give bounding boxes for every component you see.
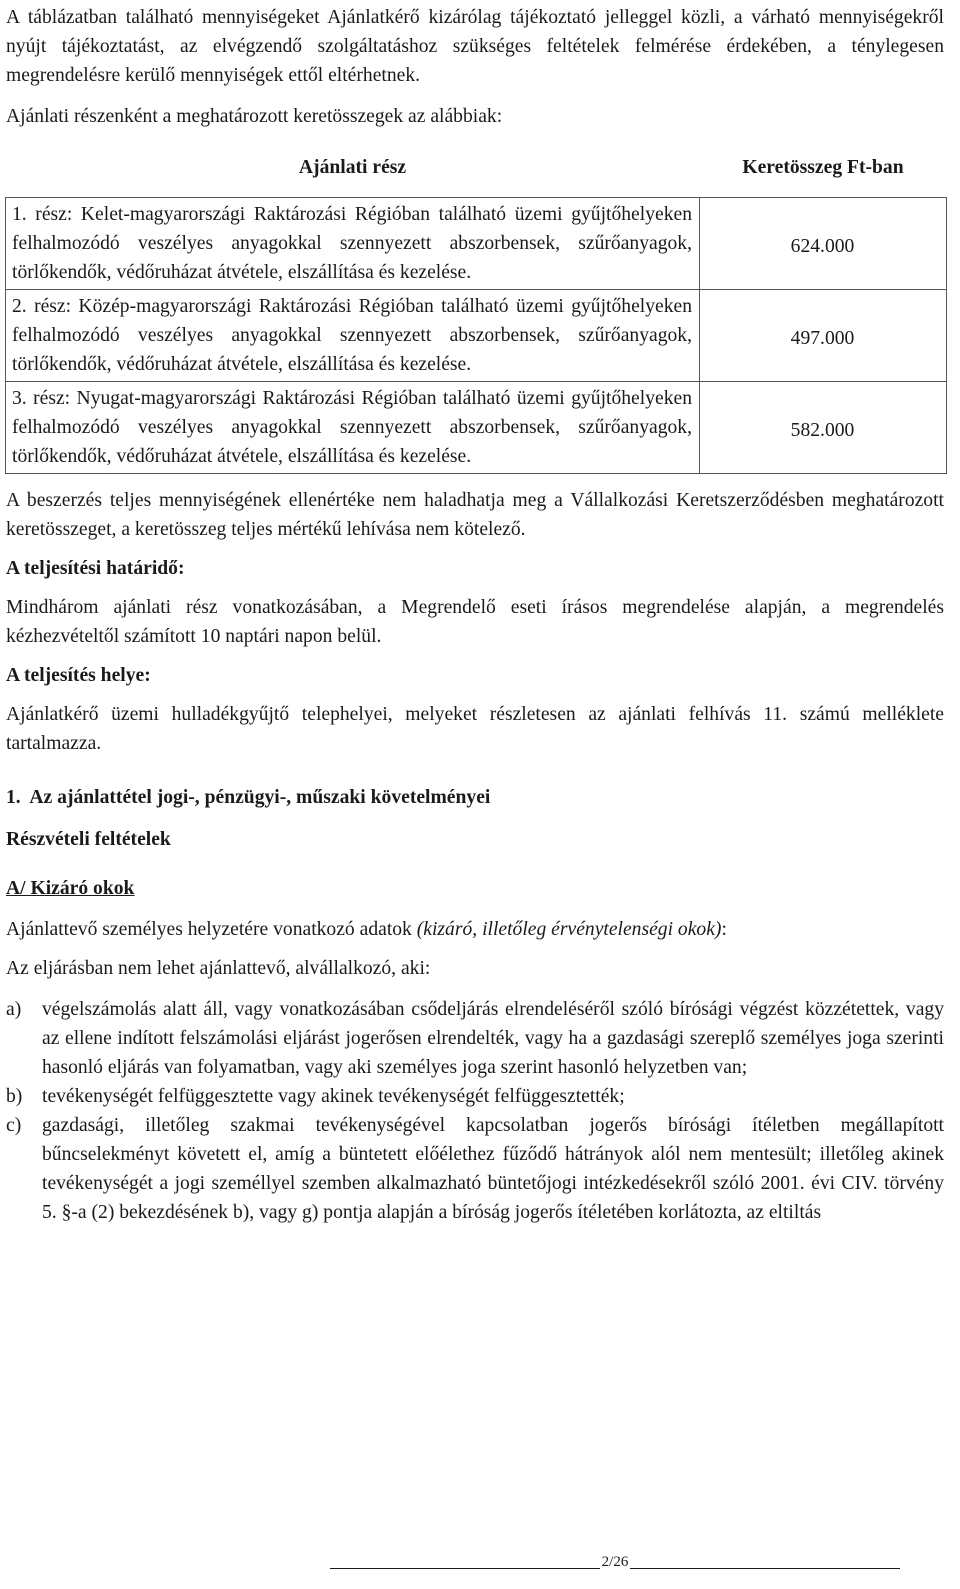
table-row — [6, 382, 947, 474]
list-text: végelszámolás alatt áll, vagy vonatkozásában csődeljárás elrendeléséről szóló bírósági végzést közzétettek, vagy az ellene indított felszámolási eljárást jogerősen elrendelték, vagy ha a gazdasági szereplő személyes joga szerinti hasonló eljárás van folyamatban, vagy aki személyes joga szerint hasonló helyzetben van; — [42, 999, 944, 1078]
amounts-table — [5, 153, 947, 474]
table-row — [6, 290, 947, 382]
row-amount: 624.000 — [700, 198, 947, 290]
page-footer — [330, 1554, 900, 1585]
section-title: 1. Az ajánlattétel jogi-, pénzügyi-, műszaki követelményei — [6, 787, 491, 808]
header-part: Ajánlati rész — [298, 157, 407, 178]
personal-situation-paragraph — [6, 915, 944, 944]
list-item — [6, 995, 944, 1082]
row-description: 1. rész: Kelet-magyarországi Raktározási Régióban található üzemi gyűjtőhelyeken felhalmozódó veszélyes anyagokkal szennyezett abszorbensek, szűrőanyagok, törlőkendők, védőruházat átvétele, elszállítása és kezelése. — [6, 198, 700, 290]
list-text: gazdasági, illetőleg szakmai tevékenységével kapcsolatban jogerős bírósági ítéletben megállapított bűncselekményt követett el, amíg a büntetett előélethez fűződő hátrányok alól nem mentesült; illetőleg akinek tevékenységét a jogi személlyel szemben alkalmazható büntetőjogi intézkedésekről szóló 2001. évi CIV. törvény 5. §-a (2) bekezdésének b), vagy g) pontja alapján a bíróság jogerős ítéletében korlátozta, az eltiltás — [42, 1115, 944, 1223]
row-amount: 497.000 — [700, 290, 947, 382]
place-heading: A teljesítés helye: — [6, 665, 151, 686]
personal-suffix: : — [721, 919, 727, 940]
subsection-title: A/ Kizáró okok — [6, 878, 135, 899]
list-item — [6, 1111, 944, 1227]
page-number: 2/26 — [601, 1554, 629, 1570]
list-text: tevékenységét felfüggesztette vagy akinek tevékenységét felfüggesztették; — [42, 1086, 625, 1107]
total-value-paragraph: A beszerzés teljes mennyiségének ellenértéke nem haladhatja meg a Vállalkozási Keretszerződésben meghatározott keretösszeget, a keretösszeg teljes mértékű lehívása nem kötelező. — [6, 490, 944, 540]
list-marker: b) — [6, 1086, 23, 1107]
deadline-text: Mindhárom ajánlati rész vonatkozásában, a Megrendelő eseti írásos megrendelése alapján, a megrendelés kézhezvételtől számított 10 naptári napon belül. — [6, 597, 944, 647]
cannot-be-paragraph: Az eljárásban nem lehet ajánlattevő, alvállalkozó, aki: — [6, 958, 431, 979]
list-marker: c) — [6, 1115, 22, 1136]
personal-italic: (kizáró, illetőleg érvénytelenségi okok) — [416, 919, 722, 940]
exclusion-list — [6, 995, 944, 1227]
row-description: 2. rész: Közép-magyarországi Raktározási Régióban található üzemi gyűjtőhelyeken felhalmozódó veszélyes anyagokkal szennyezett abszorbensek, szűrőanyagok, törlőkendők, védőruházat átvétele, elszállítása és kezelése. — [6, 290, 700, 382]
header-amount: Keretösszeg Ft-ban — [742, 157, 904, 178]
list-item — [6, 1082, 944, 1111]
document-page — [6, 0, 944, 1227]
deadline-heading: A teljesítési határidő: — [6, 558, 185, 579]
table-row — [6, 198, 947, 290]
lead-paragraph: Ajánlati részenként a meghatározott keretösszegek az alábbiak: — [6, 106, 503, 127]
personal-prefix: Ajánlattevő személyes helyzetére vonatkozó adatok — [6, 919, 417, 940]
intro-paragraph: A táblázatban található mennyiségeket Ajánlatkérő kizárólag tájékoztató jelleggel közli, a várható mennyiségekről nyújt tájékoztatást, az elvégzendő szolgáltatáshoz szükséges feltételek felmérése érdekében, a ténylegesen megrendelésre kerülő mennyiségek ettől eltérhetnek. — [6, 7, 944, 86]
table-header-row — [6, 153, 947, 198]
row-amount: 582.000 — [700, 382, 947, 474]
section-subtitle: Részvételi feltételek — [6, 829, 171, 850]
place-text: Ajánlatkérő üzemi hulladékgyűjtő telephelyei, melyeket részletesen az ajánlati felhívás 11. számú melléklete tartalmazza. — [6, 704, 944, 754]
row-description: 3. rész: Nyugat-magyarországi Raktározási Régióban található üzemi gyűjtőhelyeken felhalmozódó veszélyes anyagokkal szennyezett abszorbensek, szűrőanyagok, törlőkendők, védőruházat átvétele, elszállítása és kezelése. — [6, 382, 700, 474]
list-marker: a) — [6, 999, 22, 1020]
